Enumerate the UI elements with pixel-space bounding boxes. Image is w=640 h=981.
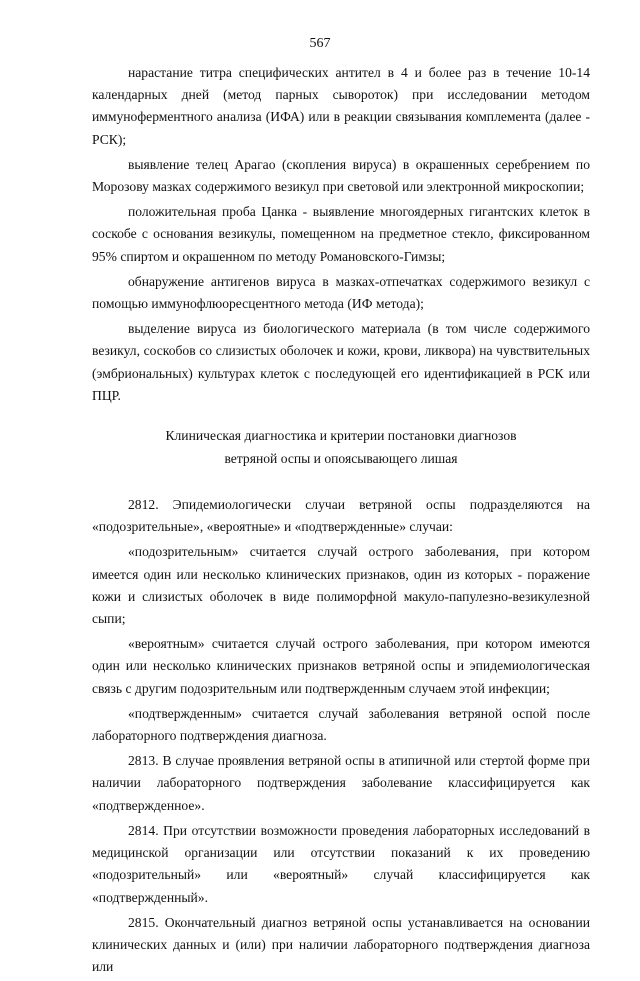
paragraph: 2814. При отсутствии возможности проведения лабораторных исследований в медицинской организации или отсутствии показаний к их проведению «подозрительный» или «вероятный» случай классифицируется как «подтвержденный».: [92, 822, 590, 905]
section-heading-line: Клиническая диагностика и критерии постановки диагнозов: [165, 428, 517, 444]
paragraph: «вероятным» считается случай острого заболевания, при котором имеются один или несколько клинических признаков ветряной оспы и эпидемиологическая связь с другим подозрительным или подтвержденным случаем этой инфекции;: [92, 636, 590, 696]
paragraph: выявление телец Арагао (скопления вируса) в окрашенных серебрением по Морозову мазках содержимого везикул при световой или электронной микроскопии;: [92, 156, 590, 195]
paragraph: нарастание титра специфических антител в 4 и более раз в течение 10-14 календарных дней (метод парных сывороток) при исследовании методом иммуноферментного анализа (ИФА) или в реакции связывания комплемента (далее - РСК);: [92, 65, 590, 147]
paragraph: обнаружение антигенов вируса в мазках-отпечатках содержимого везикул с помощью иммунофлюоресцентного метода (ИФ метода);: [92, 273, 590, 312]
paragraph: «подтвержденным» считается случай заболевания ветряной оспой после лабораторного подтверждения диагноза.: [92, 705, 590, 744]
section-heading: [92, 425, 590, 470]
document-body: [92, 62, 590, 981]
paragraph: 2813. В случае проявления ветряной оспы в атипичной или стертой форме при наличии лабораторного подтверждения заболевание классифицируется как «подтвержденное».: [92, 753, 590, 813]
paragraph: положительная проба Цанка - выявление многоядерных гигантских клеток в соскобе с основания везикулы, помещенном на предметное стекло, фиксированном 95% спиртом и окрашенном по методу Романовского-Гимзы;: [92, 204, 590, 264]
paragraph: «подозрительным» считается случай острого заболевания, при котором имеется один или несколько клинических признаков, один из которых - поражение кожи и слизистых оболочек в виде полиморфной макуло-папулезно-везикулезной сыпи;: [92, 544, 590, 627]
paragraph: выделение вируса из биологического материала (в том числе содержимого везикул, соскобов со слизистых оболочек и кожи, крови, ликвора) на чувствительных (эмбриональных) культурах клеток с последующей его идентификацией в РСК или ПЦР.: [92, 321, 590, 403]
page-number: 567: [309, 36, 331, 51]
paragraph: 2812. Эпидемиологически случаи ветряной оспы подразделяются на «подозрительные», «вероятные» и «подтвержденные» случаи:: [92, 497, 590, 535]
section-heading-line: ветряной оспы и опоясывающего лишая: [224, 450, 458, 466]
paragraph: 2815. Окончательный диагноз ветряной оспы устанавливается на основании клинических данных и (или) при наличии лабораторного подтверждения диагноза или: [92, 914, 590, 975]
